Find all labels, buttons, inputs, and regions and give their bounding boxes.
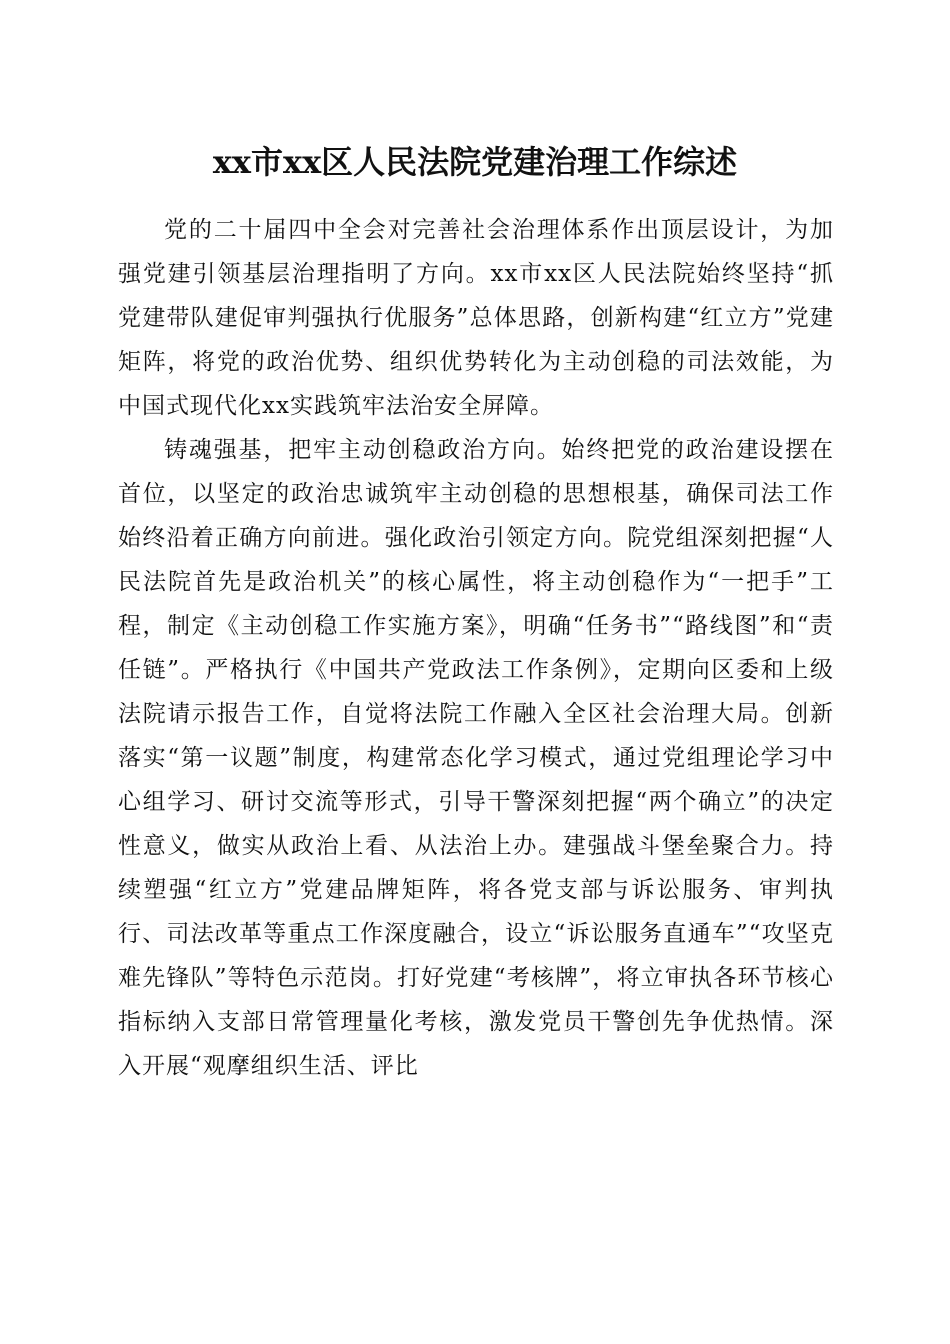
paragraph-intro: 党的二十届四中全会对完善社会治理体系作出顶层设计，为加强党建引领基层治理指明了方向。xx市xx区人民法院始终坚持“抓党建带队建促审判强执行优服务”总体思路，创新构建“红立方”党建矩阵，将党的政治优势、组织优势转化为主动创稳的司法效能，为中国式现代化xx实践筑牢法治安全屏障。	[118, 217, 834, 419]
document-body	[118, 208, 834, 1088]
paragraph-political-direction: 铸魂强基，把牢主动创稳政治方向。始终把党的政治建设摆在首位，以坚定的政治忠诚筑牢主动创稳的思想根基，确保司法工作始终沿着正确方向前进。强化政治引领定方向。院党组深刻把握“人民法院首先是政治机关”的核心属性，将主动创稳作为“一把手”工程，制定《主动创稳工作实施方案》，明确“任务书”“路线图”和“责任链”。严格执行《中国共产党政法工作条例》，定期向区委和上级法院请示报告工作，自觉将法院工作融入全区社会治理大局。创新落实“第一议题”制度，构建常态化学习模式，通过党组理论学习中心组学习、研讨交流等形式，引导干警深刻把握“两个确立”的决定性意义，做实从政治上看、从法治上办。建强战斗堡垒聚合力。持续塑强“红立方”党建品牌矩阵，将各党支部与诉讼服务、审判执行、司法改革等重点工作深度融合，设立“诉讼服务直通车”“攻坚克难先锋队”等特色示范岗。打好党建“考核牌”，将立审执各环节核心指标纳入支部日常管理量化考核，激发党员干警创先争优热情。深入开展“观摩组织生活、评比	[118, 437, 834, 1079]
document-title: xx市xx区人民法院党建治理工作综述	[212, 143, 738, 181]
